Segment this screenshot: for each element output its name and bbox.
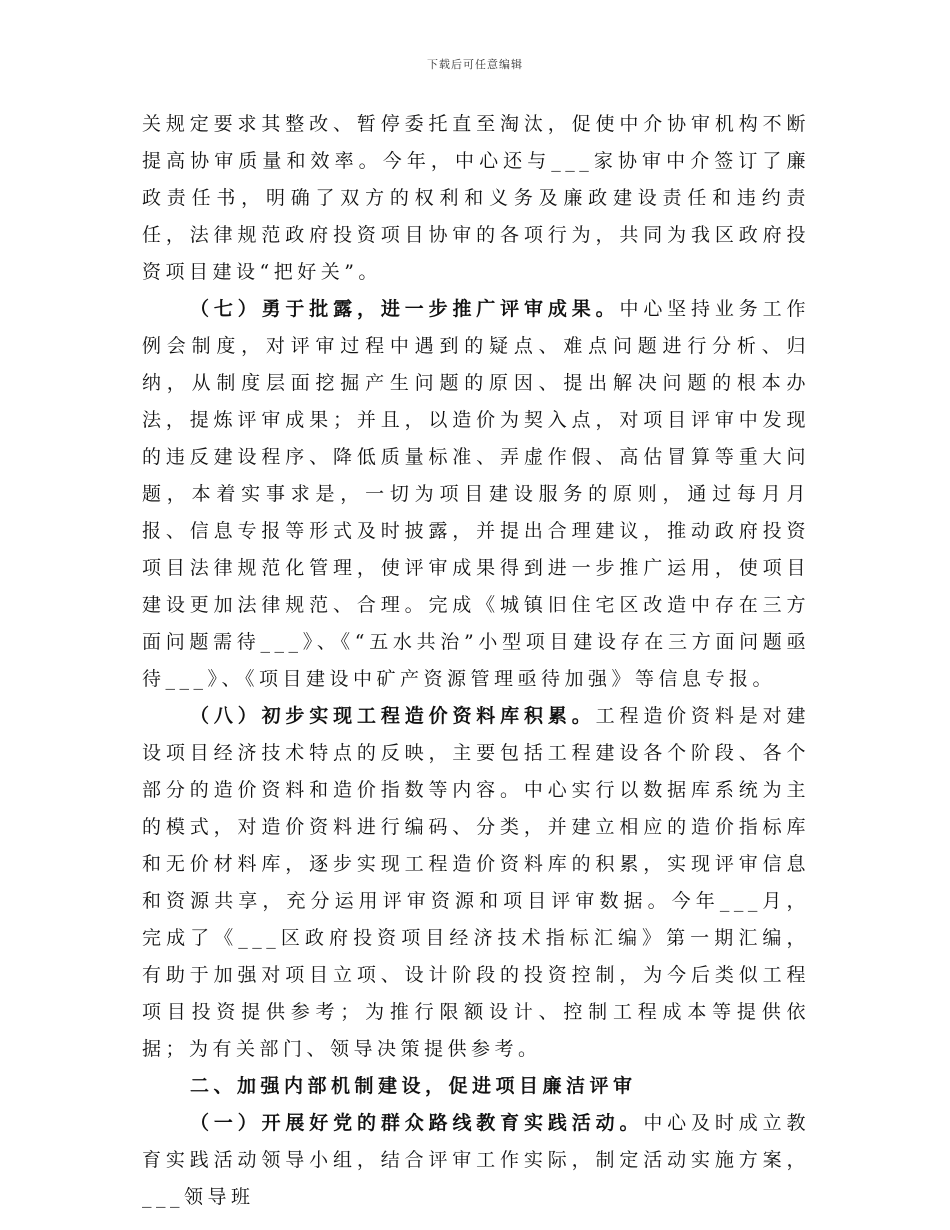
paragraph-text: 关规定要求其整改、暂停委托直至淘汰，促使中介协审机构不断提高协审质量和效率。今年，中心还与___家协审中介签订了廉政责任书，明确了双方的权利和义务及廉政建设责任和违约责任，法律规范政府投资项目协审的各项行为，共同为我区政府投资项目建设“把好关”。 [142, 113, 810, 283]
document-body [142, 106, 810, 1216]
paragraph-text: 中心及时成立教育实践活动领导小组，结合评审工作实际，制定活动实施方案，___领导班 [142, 1112, 810, 1208]
section-lead-7: （七）勇于批露，进一步推广评审成果。 [190, 298, 620, 320]
paragraph-continuation [142, 106, 810, 291]
paragraph-text: 中心坚持业务工作例会制度，对评审过程中遇到的疑点、难点问题进行分析、归纳，从制度层面挖掘产生问题的原因、提出解决问题的根本办法，提炼评审成果；并且，以造价为契入点，对项目评审中发现的违反建设程序、降低质量标准、弄虚作假、高估冒算等重大问题，本着实事求是，一切为项目建设服务的原则，通过每月月报、信息专报等形式及时披露，并提出合理建议，推动政府投资项目法律规范化管理，使评审成果得到进一步推广运用，使项目建设更加法律规范、合理。完成《城镇旧住宅区改造中存在三方面问题需待___》、《“五水共治”小型项目建设存在三方面问题亟待___》、《项目建设中矿产资源管理亟待加强》等信息专报。 [142, 298, 810, 690]
chapter-heading-2: 二、加强内部机制建设，促进项目廉洁评审 [190, 1075, 637, 1097]
section-lead-8: （八）初步实现工程造价资料库积累。 [190, 705, 596, 727]
paragraph-section-8 [142, 698, 810, 1068]
page-header-note: 下载后可任意编辑 [427, 58, 523, 71]
paragraph-section-7 [142, 291, 810, 698]
paragraph-text: 工程造价资料是对建设项目经济技术特点的反映，主要包括工程建设各个阶段、各个部分的造价资料和造价指数等内容。中心实行以数据库系统为主的模式，对造价资料进行编码、分类，并建立相应的造价指标库和无价材料库，逐步实现工程造价资料库的积累，实现评审信息和资源共享，充分运用评审资源和项目评审数据。今年___月，完成了《___区政府投资项目经济技术指标汇编》第一期汇编，有助于加强对项目立项、设计阶段的投资控制，为今后类似工程项目投资提供参考；为推行限额设计、控制工程成本等提供依据；为有关部门、领导决策提供参考。 [142, 705, 810, 1060]
paragraph-section-1 [142, 1105, 810, 1216]
section-lead-1: （一）开展好党的群众路线教育实践活动。 [190, 1112, 644, 1134]
